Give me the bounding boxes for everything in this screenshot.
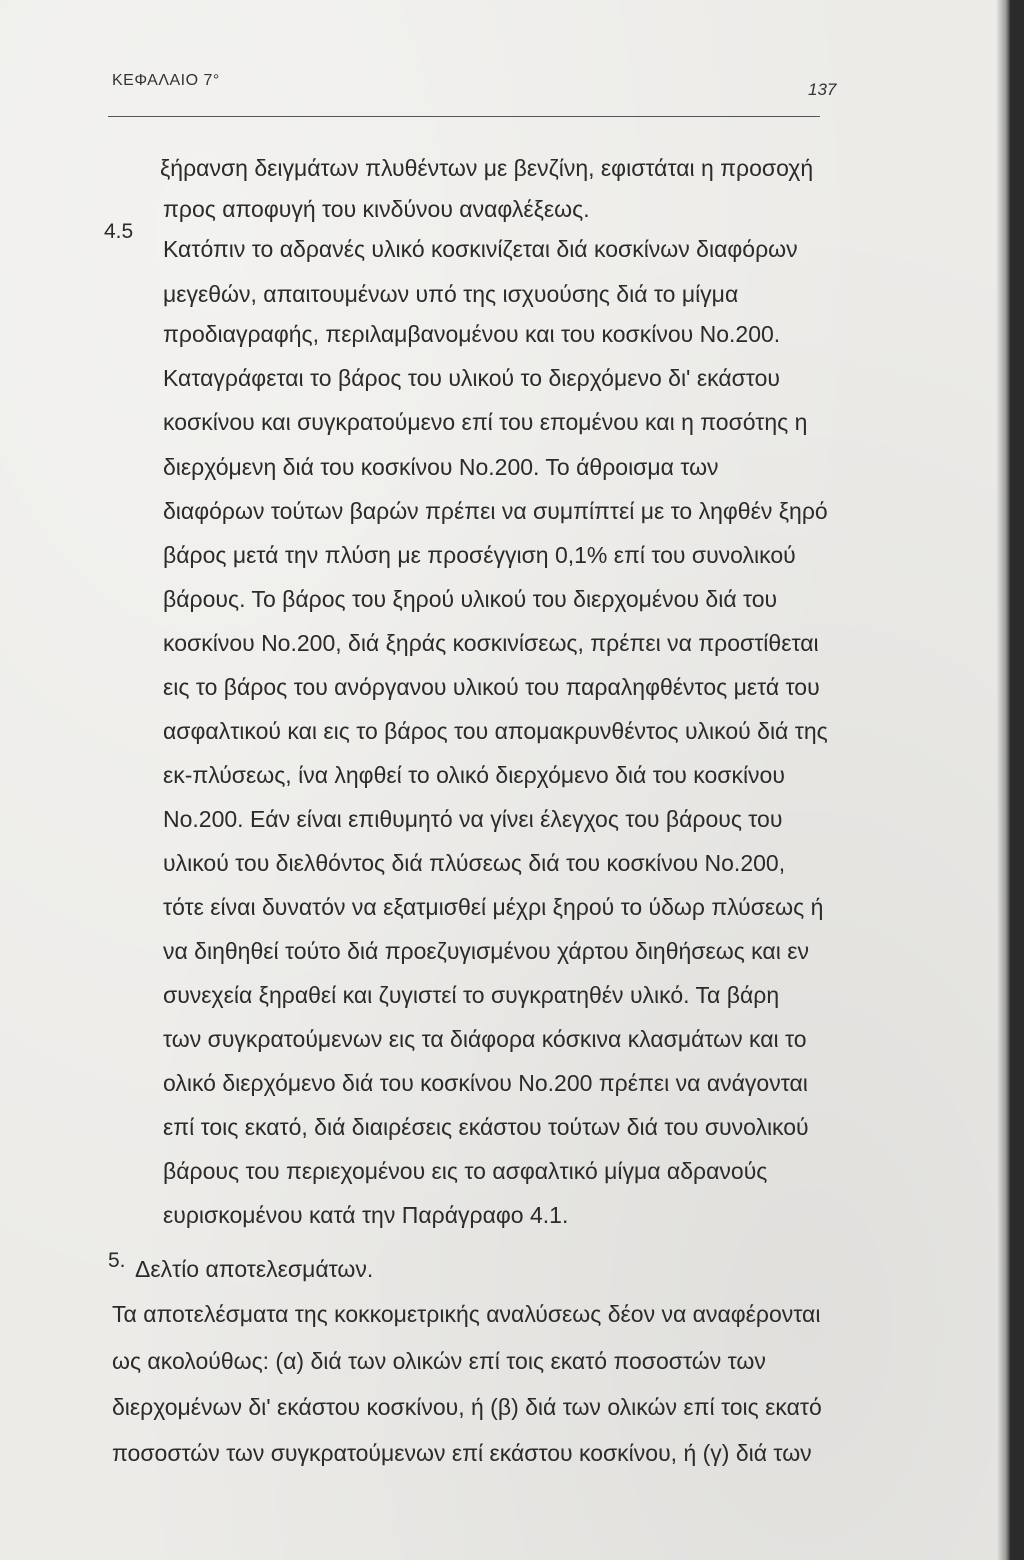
text-line: υλικού του διελθόντος διά πλύσεως διά του κοσκίνου Νο.200,	[163, 850, 786, 876]
text-line: διερχόμενη διά του κοσκίνου Νο.200. Το άθροισμα των	[163, 454, 719, 480]
page-edge-shadow	[996, 0, 1010, 1560]
text-line: ασφαλτικού και εις το βάρος του απομακρυνθέντος υλικού διά της	[163, 718, 828, 744]
text-line: ως ακολούθως: (α) διά των ολικών επί τοις εκατό ποσοστών των	[112, 1348, 766, 1374]
text-line: κοσκίνου και συγκρατούμενο επί του επομένου και η ποσότης η	[163, 409, 808, 435]
text-line: Κατόπιν το αδρανές υλικό κοσκινίζεται διά κοσκίνων διαφόρων	[163, 236, 798, 262]
text-line: ξήρανση δειγμάτων πλυθέντων με βενζίνη, εφιστάται η προσοχή	[160, 155, 814, 181]
text-line: Τα αποτελέσματα της κοκκομετρικής αναλύσεως δέον να αναφέρονται	[112, 1301, 821, 1327]
text-line: κοσκίνου Νο.200, διά ξηράς κοσκινίσεως, πρέπει να προστίθεται	[163, 630, 819, 656]
section-number-5: 5.	[108, 1249, 126, 1272]
text-line: ολικό διερχόμενο διά του κοσκίνου Νο.200 πρέπει να ανάγονται	[163, 1070, 808, 1096]
text-line: προς αποφυγή του κινδύνου αναφλέξεως.	[163, 196, 590, 222]
text-line: μεγεθών, απαιτουμένων υπό της ισχυούσης διά το μίγμα	[163, 281, 739, 307]
text-line: διερχομένων δι' εκάστου κοσκίνου, ή (β) διά των ολικών επί τοις εκατό	[112, 1394, 822, 1420]
text-line: βάρους. Το βάρος του ξηρού υλικού του διερχομένου διά του	[163, 586, 778, 612]
text-line: Καταγράφεται το βάρος του υλικού το διερχόμενο δι' εκάστου	[163, 365, 780, 391]
text-line: ποσοστών των συγκρατούμενων επί εκάστου κοσκίνου, ή (γ) διά των	[112, 1440, 812, 1466]
text-line: εκ-πλύσεως, ίνα ληφθεί το ολικό διερχόμενο διά του κοσκίνου	[163, 762, 785, 788]
text-line: εις το βάρος του ανόργανου υλικού του παραληφθέντος μετά του	[163, 674, 820, 700]
text-line: προδιαγραφής, περιλαμβανομένου και του κοσκίνου Νο.200.	[163, 321, 781, 347]
section-number-4-5: 4.5	[104, 220, 134, 243]
page-number: 137	[808, 80, 837, 99]
text-line: των συγκρατούμενων εις τα διάφορα κόσκινα κλασμάτων και το	[163, 1026, 807, 1052]
text-line: ευρισκομένου κατά την Παράγραφο 4.1.	[163, 1202, 569, 1228]
text-line: τότε είναι δυνατόν να εξατμισθεί μέχρι ξηρού το ύδωρ πλύσεως ή	[163, 894, 824, 920]
text-line: να διηθηθεί τούτο διά προεζυγισμένου χάρτου διηθήσεως και εν	[163, 938, 809, 964]
text-line: επί τοις εκατό, διά διαιρέσεις εκάστου τούτων διά του συνολικού	[163, 1114, 809, 1140]
text-line: διαφόρων τούτων βαρών πρέπει να συμπίπτεί με το ληφθέν ξηρό	[163, 498, 828, 524]
text-line: βάρους του περιεχομένου εις το ασφαλτικό μίγμα αδρανούς	[163, 1158, 768, 1184]
chapter-header: ΚΕΦΑΛΑΙΟ 7°	[112, 72, 220, 89]
section-heading: Δελτίο αποτελεσμάτων.	[135, 1256, 374, 1282]
text-line: Νο.200. Εάν είναι επιθυμητό να γίνει έλεγχος του βάρους του	[163, 806, 783, 832]
header-rule	[108, 116, 820, 117]
text-line: συνεχεία ξηραθεί και ζυγιστεί το συγκρατηθέν υλικό. Τα βάρη	[163, 982, 780, 1008]
text-line: βάρος μετά την πλύση με προσέγγιση 0,1% επί του συνολικού	[163, 542, 796, 568]
